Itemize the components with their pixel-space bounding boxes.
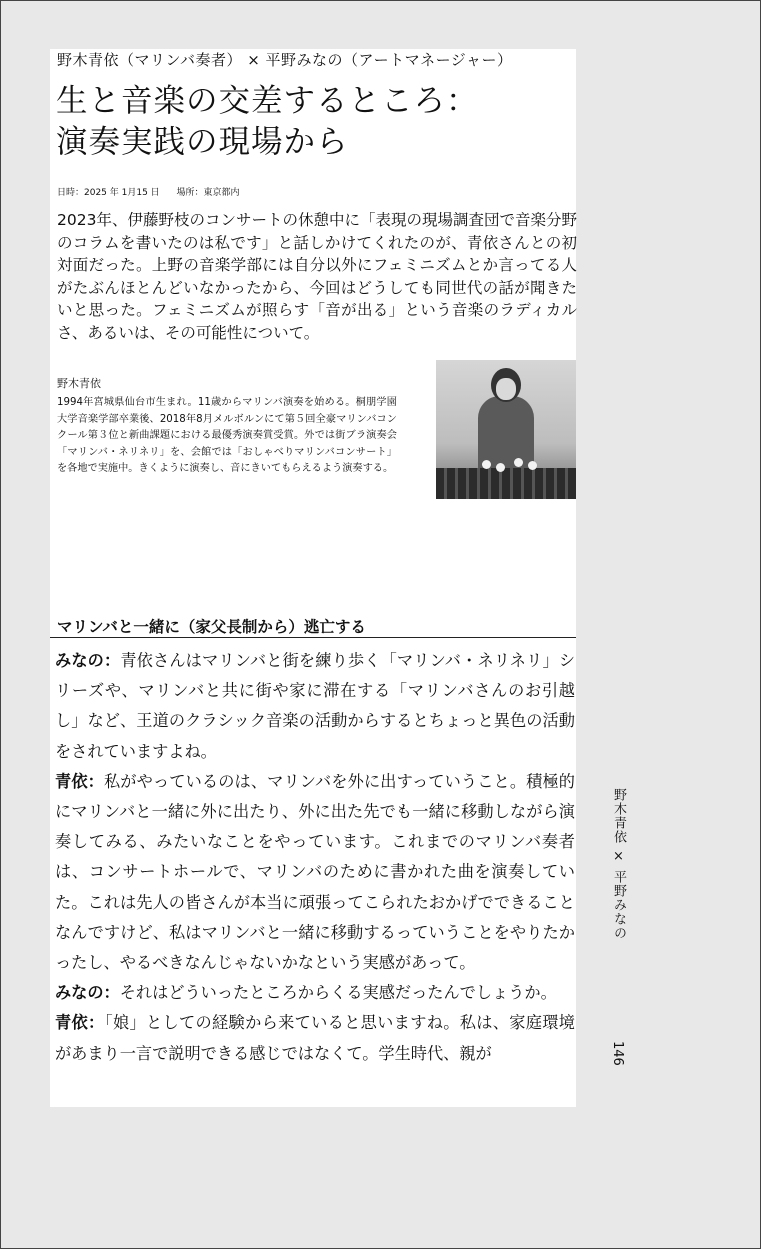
performer-photo (436, 360, 576, 499)
photo-figure-face (496, 378, 516, 400)
article-title (56, 81, 479, 163)
photo-mallet (528, 461, 537, 470)
event-date: 日時：2025 年 1月15 日 (57, 188, 160, 198)
intro-paragraph: 2023年、伊藤野枝のコンサートの休憩中に「表現の現場調査団で音楽分野のコラムを書いたのは私です」と話しかけてくれたのが、青依さんとの初対面だった。上野の音楽学部には自分以外にフェミニズムとか言ってる人がたぶんほとんどいなかったから、今回はどうしても同世代の話が聞きたいと思った。フェミニズムが照らす「音が出る」という音楽のラディカルさ、あるいは、その可能性について。 (57, 211, 577, 342)
title-line-1: 生と音楽の交差するところ： (56, 83, 479, 119)
speaker-label: みなの： (55, 651, 121, 670)
turn-text: 「娘」としての経験から来ていると思いますね。私は、家庭環境があまり一言で説明できる感じではなくて。学生時代、親が (55, 1013, 575, 1063)
dialogue-turn (55, 978, 575, 1008)
running-header-names: 野木青依 × 平野みなの (611, 788, 626, 941)
profile-name: 野木青依 (57, 377, 101, 390)
speaker-label: みなの： (55, 983, 120, 1003)
dialogue-turn (55, 767, 575, 978)
photo-mallet (496, 463, 505, 472)
turn-text: それはどういったところからくる実感だったんでしょうか。 (119, 983, 557, 1003)
section-heading: マリンバと一緒に（家父長制から）逃亡する (57, 618, 366, 636)
profile-block (57, 375, 397, 478)
event-meta (57, 185, 254, 198)
photo-mallet (482, 460, 491, 469)
profile-bio: 1994年宮城県仙台市生まれ。11歳からマリンバ演奏を始める。桐朋学園大学音楽学部卒業後、2018年8月メルボルンにて第５回全豪マリンバコンクール第３位と新曲課題における最優秀演奏賞受賞。外では街ブラ演奏会「マリンバ・ネリネリ」を、会館では「おしゃべりマリンバコンサート」を各地で実施中。きくように演奏し、音にきいてもらえるよう演奏する。 (57, 397, 397, 475)
event-place: 場所：東京都内 (176, 188, 240, 198)
page-number: 146 (610, 1041, 625, 1066)
dialogue-turn (55, 646, 575, 767)
photo-mallet (514, 458, 523, 467)
turn-text: 私がやっているのは、マリンバを外に出すっていうこと。積極的にマリンバと一緒に外に出たり、外に出た先でも一緒に移動しながら演奏してみる、みたいなことをやっています。これまでのマリンバ奏者は、コンサートホールで、マリンバのために書かれた曲を演奏していた。これは先人の皆さんが本当に頑張ってこられたおかげでできることなんですけど、私はマリンバと一緒に移動するっていうことをやりたかったし、やるべきなんじゃないかなという実感があって。 (55, 771, 575, 973)
dialogue (55, 646, 575, 1069)
speaker-label: 青依： (55, 1013, 105, 1033)
turn-text: 青依さんはマリンバと街を練り歩く「マリンバ・ネリネリ」シリーズや、マリンバと共に街や家に滞在する「マリンバさんのお引越し」など、王道のクラシック音楽の活動からするとちょっと異色の活動をされていますよね。 (55, 651, 576, 761)
section-rule (50, 637, 576, 638)
participants-line: 野木青依（マリンバ奏者） × 平野みなの（アートマネージャー） (57, 51, 513, 69)
dialogue-turn (55, 1008, 575, 1068)
speaker-label: 青依： (55, 771, 104, 791)
text-column (50, 49, 576, 1107)
title-line-2: 演奏実践の現場から (56, 124, 349, 160)
photo-marimba (436, 468, 576, 499)
